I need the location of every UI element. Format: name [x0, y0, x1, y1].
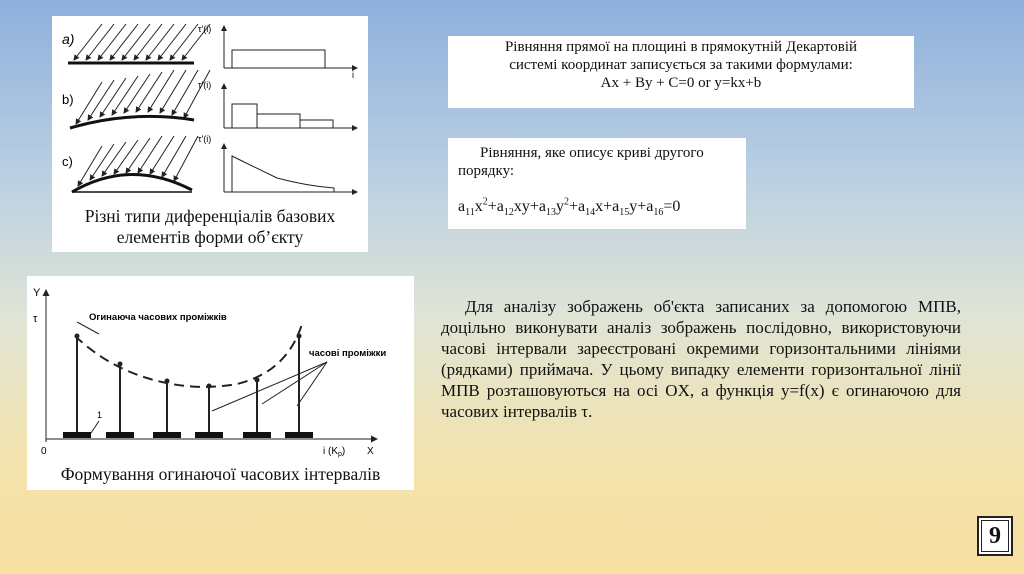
plot-a	[198, 24, 357, 80]
bar-b-3	[300, 120, 333, 128]
figure-differentials-caption	[52, 206, 368, 248]
label-b: b)	[62, 92, 74, 107]
label-c: c)	[62, 154, 73, 169]
stem-dot	[297, 334, 302, 339]
i-label-a: i	[352, 70, 354, 80]
axis-x-label: X	[367, 446, 374, 457]
label-a: a)	[62, 31, 75, 47]
second-order-text-2: порядку:	[458, 163, 515, 179]
tau-label-b: τ'(i)	[198, 80, 212, 90]
plot-c	[198, 134, 357, 192]
formula-term: $+a_{15}y$	[603, 198, 638, 219]
line-equation-formula: Ax + By + C=0 or y=kx+b	[600, 75, 762, 91]
envelope-curve	[75, 324, 302, 387]
page-number: 9	[977, 516, 1013, 556]
stem-dot	[75, 334, 80, 339]
analysis-paragraph: Для аналізу зображень об'єкта записаних за допомогою МПВ, доцільно виконувати аналіз зображень послідовно, використовуючи часові інтервали зареєстровані окремими горизонтальними лініями (рядками) приймача. У цьому випадку елементи горизонтальної лінії МПВ розташовуються на осі OX, а функція y=f(x) є огинаючою для часових інтервалів τ.	[441, 297, 961, 421]
figure-envelope-caption: Формування огинаючої часових інтервалів	[60, 464, 381, 484]
stem-dot	[118, 362, 123, 367]
tau-label-c: τ'(i)	[198, 134, 212, 144]
bar-a	[232, 50, 325, 68]
rays-c	[78, 136, 198, 186]
tau-label-a: τ'(i)	[198, 24, 212, 34]
formula-term: $+a_{13}y^2$	[529, 197, 569, 219]
formula-term: $+a_{16}=0$	[637, 198, 681, 219]
bar-b-1	[232, 104, 257, 128]
intervals-label: часові проміжки	[309, 348, 387, 359]
stem-dot	[255, 378, 260, 383]
axis-i-label: i $(K_p)$	[323, 446, 346, 458]
line-equation-text-1: Рівняння прямої на площині в прямокутній Декартовій	[504, 39, 858, 55]
curve-c	[232, 156, 334, 192]
second-order-formula	[458, 194, 736, 223]
marker-label: 1	[97, 410, 103, 420]
figure-differentials	[52, 16, 368, 252]
detector-element	[285, 432, 313, 438]
line-equation-box	[448, 36, 914, 108]
plot-b	[198, 80, 357, 128]
caption-line-2: елементів форми об’єкту	[116, 227, 304, 247]
formula-term: $+a_{12}xy$	[487, 198, 530, 219]
origin-label: 0	[41, 446, 47, 457]
detector-element	[63, 432, 91, 438]
figure-envelope	[27, 276, 414, 490]
envelope-leader	[77, 322, 99, 334]
line-equation-text-2: системі координат записується за такими формулами:	[509, 57, 853, 73]
detector-element	[153, 432, 181, 438]
detector-element	[243, 432, 271, 438]
axis-y-label: Y	[33, 287, 41, 299]
bar-b-2	[257, 114, 300, 128]
formula-term: $+a_{14}x$	[569, 198, 604, 219]
differentials-diagram	[52, 16, 368, 206]
stem-dot	[165, 379, 170, 384]
formula-term: $a_{11}x^2$	[458, 197, 488, 219]
second-order-text-1: Рівняння, яке описує криві другого	[480, 145, 704, 161]
detector-element	[195, 432, 223, 438]
marker-leader	[91, 421, 99, 433]
axis-tau-label: τ	[33, 313, 38, 325]
rays-a	[74, 24, 210, 60]
caption-line-1: Різні типи диференціалів базових	[84, 206, 336, 226]
stem-dot	[207, 384, 212, 389]
envelope-diagram	[27, 276, 414, 462]
interval-stems	[63, 334, 313, 439]
detector-element	[106, 432, 134, 438]
surface-c	[72, 174, 192, 192]
second-order-box	[448, 138, 746, 229]
envelope-label: Огинаюча часових проміжків	[89, 312, 227, 323]
